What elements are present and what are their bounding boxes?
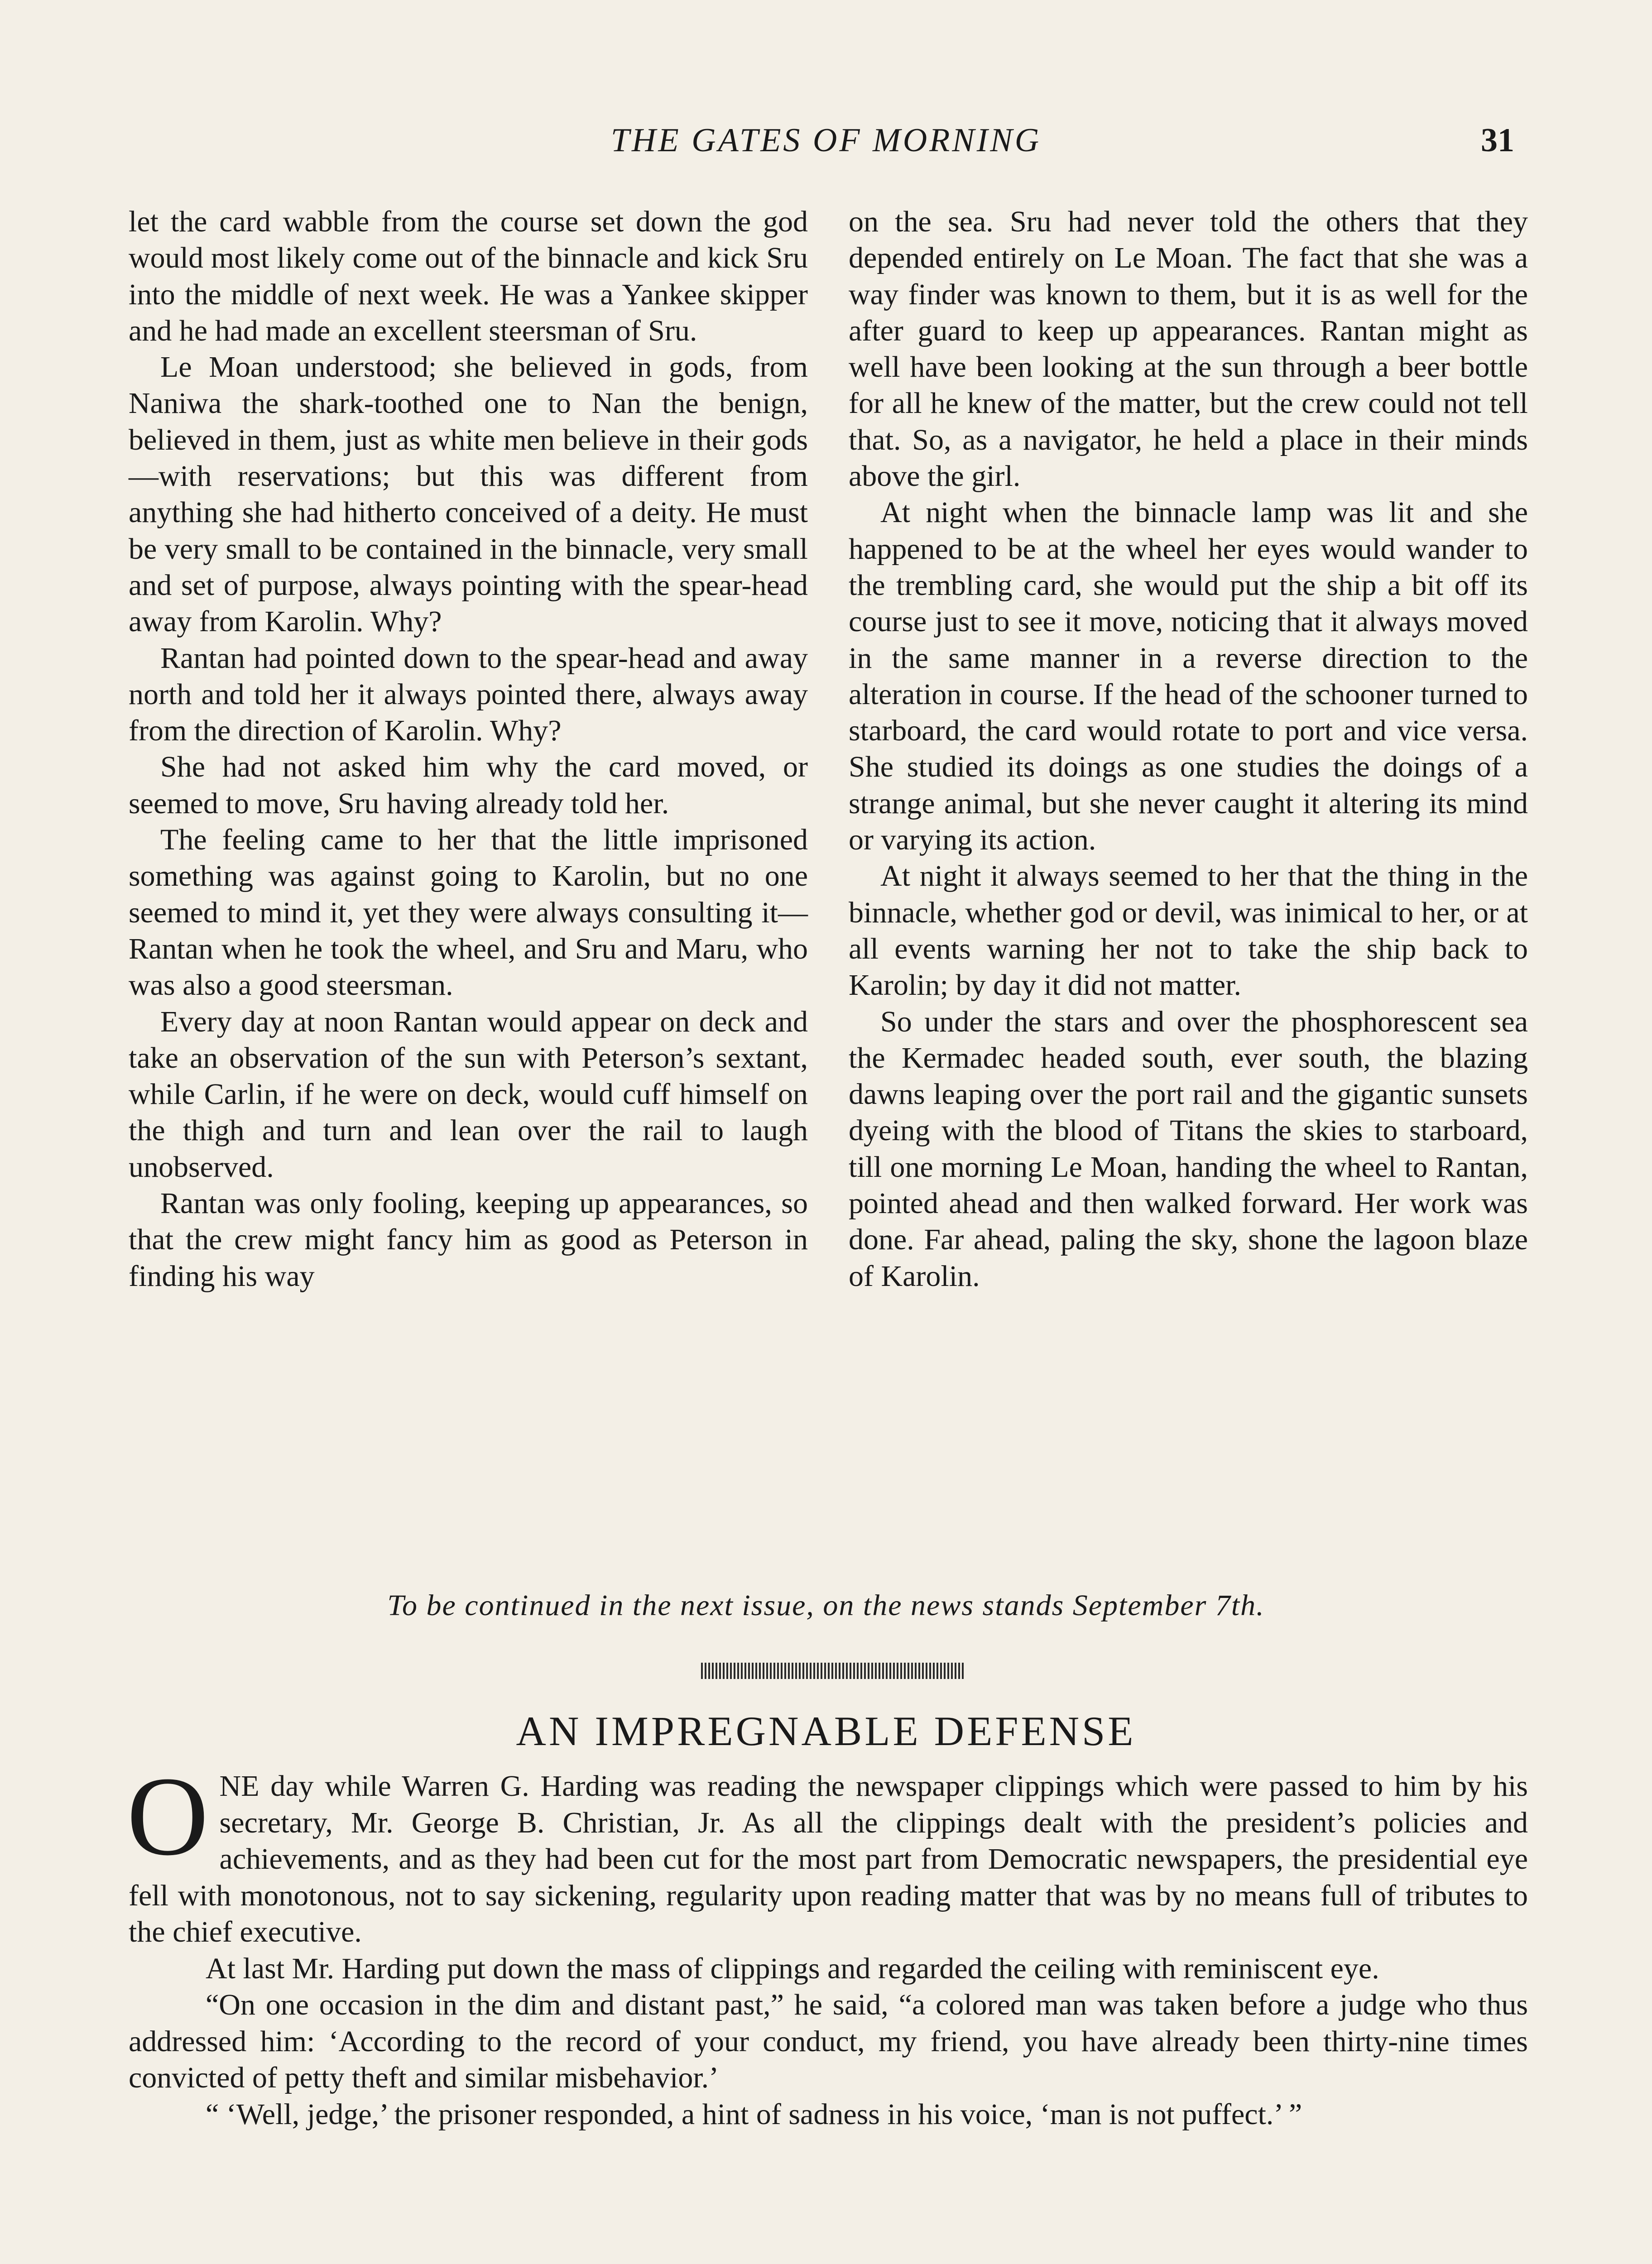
page-number: 31	[1481, 122, 1514, 159]
article-title: AN IMPREGNABLE DEFENSE	[516, 1708, 1136, 1754]
story-paragraph: let the card wabble from the course set down the god would most likely come out of the binnacle and kick Sru into the middle of next week. He was a Yankee skipper and he had made an excellent steersman of Sru.	[129, 205, 808, 347]
section-divider	[701, 1663, 965, 1679]
story-paragraph: Rantan had pointed down to the spear-head and away north and told her it always pointed there, always away from the direction of Karolin. Why?	[129, 641, 808, 748]
story-paragraph: So under the stars and over the phosphorescent sea the Kermadec headed south, ever south, the blazing dawns leaping over the port rail and the gigantic sunsets dyeing with the blood of Titans the skies to starboard, till one morning Le Moan, handing the wheel to Rantan, pointed ahead and then walked forward. Her work was done. Far ahead, paling the sky, shone the lagoon blaze of Karolin.	[849, 1005, 1528, 1293]
continued-note: To be continued in the next issue, on the news stands September 7th.	[387, 1589, 1265, 1622]
story-paragraph: Le Moan understood; she believed in gods, from Naniwa the shark-toothed one to Nan the benign, believed in them, just as white men believe in their gods—with reservations; but this was different from anything she had hitherto conceived of a deity. He must be very small to be contained in the binnacle, very small and set of purpose, always pointing with the spear-head away from Karolin. Why?	[129, 350, 808, 638]
story-paragraph: At night it always seemed to her that the thing in the binnacle, whether god or devil, was inimical to her, or at all events warning her not to take the ship back to Karolin; by day it did not matter.	[849, 859, 1528, 1002]
drop-cap: O	[127, 1754, 209, 1879]
story-paragraph: The feeling came to her that the little imprisoned something was against going to Karolin, but no one seemed to mind it, yet they were always consulting it—Rantan when he took the wheel, and Sru and Maru, who was also a good steersman.	[129, 823, 808, 1002]
article-paragraph	[127, 1754, 1528, 1951]
story-paragraph: She had not asked him why the card moved, or seemed to move, Sru having already told her.	[129, 750, 808, 820]
story-paragraph: At night when the binnacle lamp was lit and she happened to be at the wheel her eyes would wander to the trembling card, she would put the ship a bit off its course just to see it move, noticing that it always moved in the same manner in a reverse direction to the alteration in course. If the head of the schooner turned to starboard, the card would rotate to port and vice versa. She studied its doings as one studies the doings of a strange animal, but she never caught it altering its mind or varying its action.	[849, 496, 1528, 857]
story-paragraph: Every day at noon Rantan would appear on deck and take an observation of the sun with Peterson’s sextant, while Carlin, if he were on deck, would cuff himself on the thigh and turn and lean over the rail to laugh unobserved.	[129, 1005, 808, 1184]
article-paragraph: At last Mr. Harding put down the mass of clippings and regarded the ceiling with reminiscent eye.	[206, 1952, 1379, 1985]
article-first-paragraph-text: NE day while Warren G. Harding was reading the newspaper clippings which were passed to him by his secretary, Mr. George B. Christian, Jr. As all the clippings dealt with the president’s policies and achievements, and as they had been cut for the most part from Democratic newspapers, the presidential eye fell with monotonous, not to say sickening, regularity upon reading matter that was by no means full of tributes to the chief executive.	[129, 1770, 1528, 1948]
story-paragraph: on the sea. Sru had never told the others that they depended entirely on Le Moan. The fact that she was a way finder was known to them, but it is as well for the after guard to keep up appearances. Rantan might as well have been looking at the sun through a beer bottle for all he knew of the matter, but the crew could not tell that. So, as a navigator, he held a place in their minds above the girl.	[849, 205, 1528, 493]
article-paragraph: “On one occasion in the dim and distant past,” he said, “a colored man was taken before a judge who thus addressed him: ‘According to the record of your conduct, my friend, you have already been thirty-nine times convicted of petty theft and similar misbehavior.’	[129, 1988, 1528, 2094]
story-left-column	[129, 204, 808, 1295]
article-paragraph: “ ‘Well, jedge,’ the prisoner responded, a hint of sadness in his voice, ‘man is not puffect.’ ”	[206, 2097, 1302, 2131]
story-paragraph: Rantan was only fooling, keeping up appearances, so that the crew might fancy him as good as Peterson in finding his way	[129, 1187, 808, 1293]
article-body	[127, 1754, 1528, 2133]
running-title: THE GATES OF MORNING	[610, 122, 1042, 159]
story-right-column	[849, 204, 1528, 1295]
